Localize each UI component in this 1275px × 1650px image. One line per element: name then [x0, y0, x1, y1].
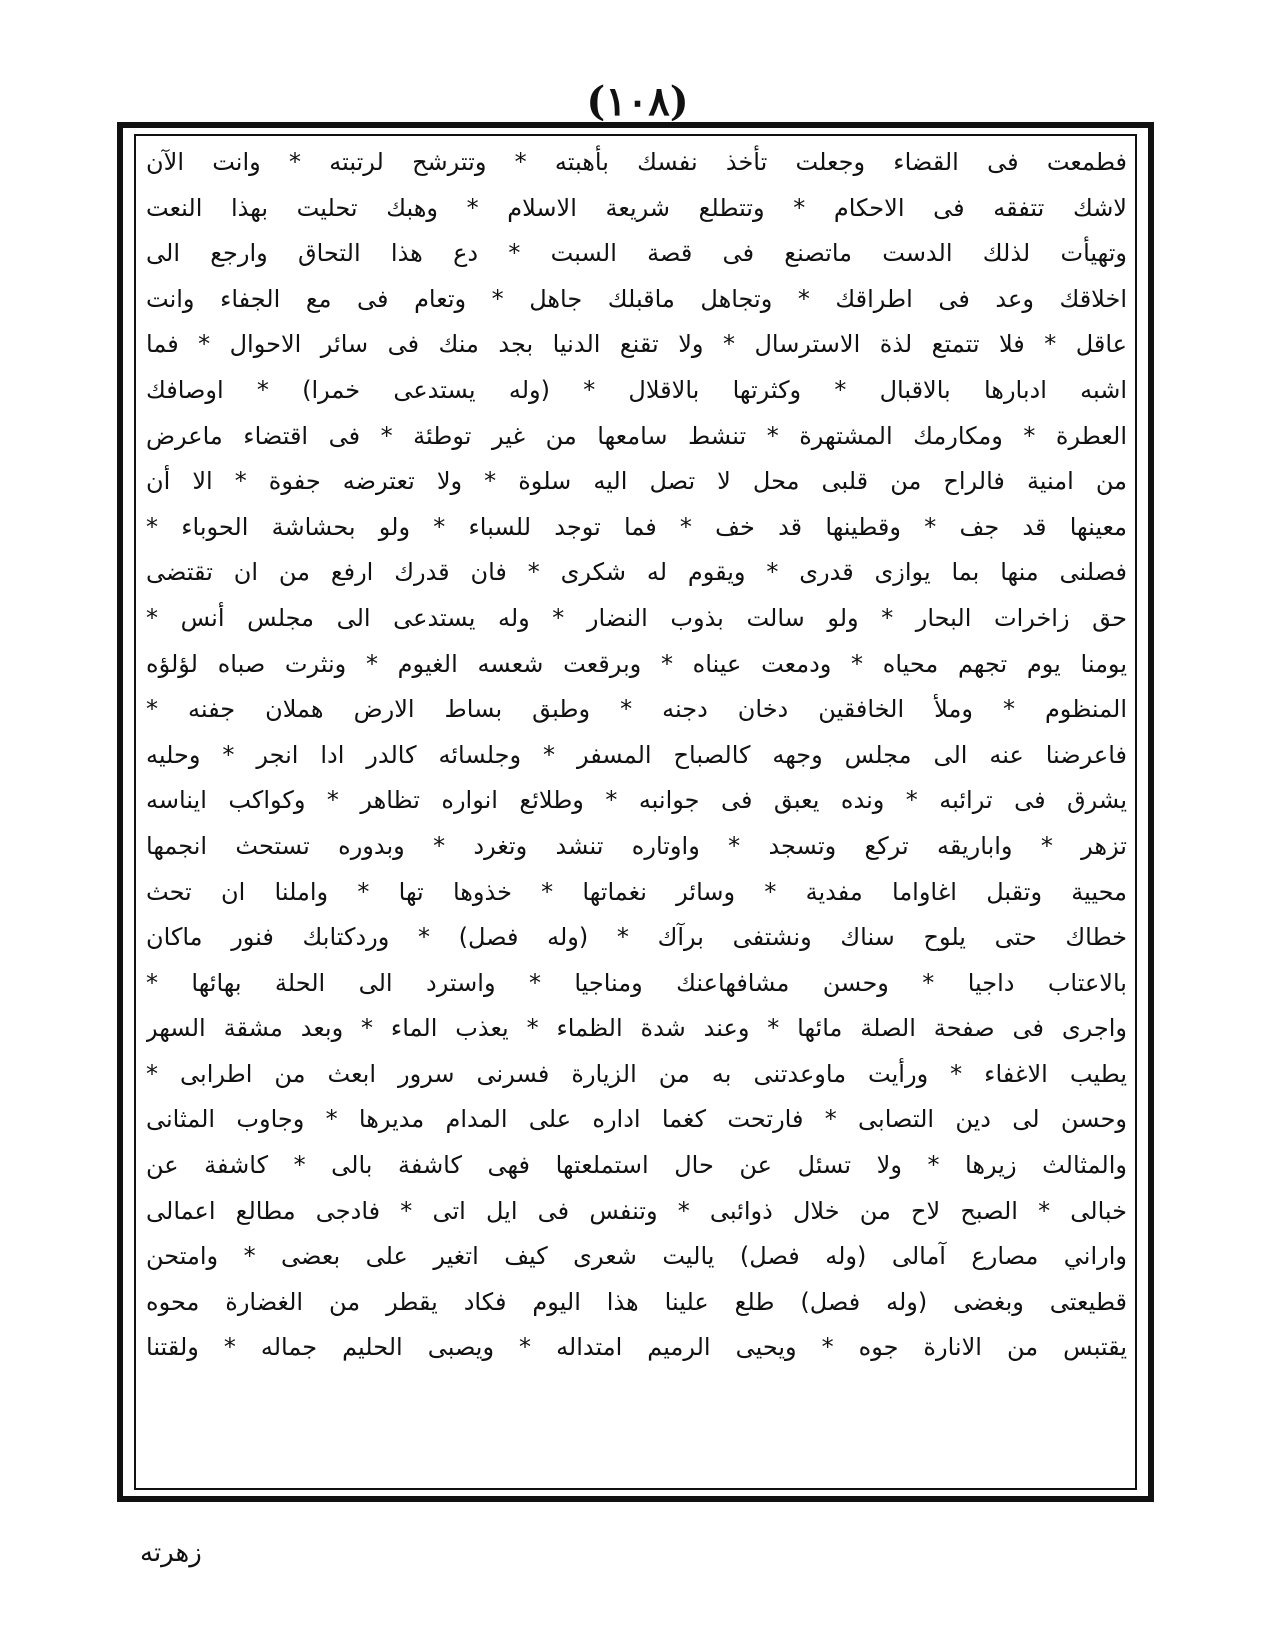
text-line-2: لاشك تتفقه فى الاحكام * وتتطلع شريعة الاسلام * وهبك تحليت بهذا النعت: [146, 193, 1127, 222]
text-line-23: والمثالث زيرها * ولا تسئل عن حال استملعتها فهى كاشفة بالى * كاشفة عن: [146, 1151, 1127, 1180]
text-line-22: وحسن لى دين التصابى * فارتحت كغما اداره على المدام مديرها * وجاوب المثانى: [146, 1105, 1127, 1134]
text-line-14: فاعرضنا عنه الى مجلس وجهه كالصباح المسفر * وجلسائه كالدر ادا انجر * وحليه: [146, 740, 1127, 769]
text-line-7: العطرة * ومكارمك المشتهرة * تنشط سامعها من غير توطئة * فى اقتضاء ماعرض: [146, 421, 1127, 450]
text-line-3: وتهيأت لذلك الدست ماتصنع فى قصة السبت * دع هذا التحاق وارجع الى: [146, 239, 1127, 268]
text-body: [146, 140, 1127, 1484]
text-line-21: يطيب الاغفاء * ورأيت ماوعدتنى به من الزيارة فسرنى سرور ابعث من اطرابى *: [146, 1059, 1127, 1088]
page-number: (١٠٨): [586, 78, 689, 125]
text-line-4: اخلاقك وعد فى اطراقك * وتجاهل ماقبلك جاهل * وتعام فى مع الجفاء وانت: [146, 284, 1127, 313]
text-line-9: معينها قد جف * وقطينها قد خف * فما توجد للسباء * ولو بحشاشة الحوباء *: [146, 512, 1127, 541]
text-line-6: اشبه ادبارها بالاقبال * وكثرتها بالاقلال * (وله يستدعى خمرا) * اوصافك: [146, 375, 1127, 404]
text-line-12: يومنا يوم تجهم محياه * ودمعت عيناه * وبرقعت شعسه الغيوم * ونثرت صباه لؤلؤه: [146, 649, 1127, 678]
text-line-24: خبالى * الصبح لاح من خلال ذوائبى * وتنفس فى ايل اتى * فادجى مطالع اعمالى: [146, 1196, 1127, 1225]
text-line-17: محيية وتقبل اغاواما مفدية * وسائر نغماتها * خذوها تها * واملنا ان تحث: [146, 877, 1127, 906]
text-line-15: يشرق فى ترائبه * ونده يعبق فى جوانبه * وطلائع انواره تظاهر * وكواكب ايناسه: [146, 786, 1127, 815]
text-line-20: واجرى فى صفحة الصلة مائها * وعند شدة الظماء * يعذب الماء * وبعد مشقة السهر: [146, 1014, 1127, 1043]
text-line-27: يقتبس من الانارة جوه * ويحيى الرميم امتداله * ويصبى الحليم جماله * ولقتنا: [146, 1333, 1127, 1362]
text-line-25: واراني مصارع آمالى (وله فصل) ياليت شعرى كيف اتغير على بعضى * وامتحن: [146, 1242, 1127, 1271]
text-line-8: من امنية فالراح من قلبى محل لا تصل اليه سلوة * ولا تعترضه جفوة * الا أن: [146, 467, 1127, 496]
text-line-16: تزهر * واباريقه تركع وتسجد * واوتاره تنشد وتغرد * وبدوره تستحث انجمها: [146, 831, 1127, 860]
text-line-26: قطيعتى وبغضى (وله فصل) طلع علينا هذا اليوم فكاد يقطر من الغضارة محوه: [146, 1287, 1127, 1316]
text-line-13: المنظوم * وملأ الخافقين دخان دجنه * وطبق بساط الارض هملان جفنه *: [146, 695, 1127, 724]
text-line-5: عاقل * فلا تتمتع لذة الاسترسال * ولا تقنع الدنيا بجد منك فى سائر الاحوال * فما: [146, 330, 1127, 359]
text-line-19: بالاعتاب داجيا * وحسن مشافهاعنك ومناجيا * واسترد الى الحلة بهائها *: [146, 968, 1127, 997]
text-line-10: فصلنى منها بما يوازى قدرى * ويقوم له شكرى * فان قدرك ارفع من ان تقتضى: [146, 558, 1127, 587]
text-line-11: حق زاخرات البحار * ولو سالت بذوب النضار * وله يستدعى الى مجلس أنس *: [146, 603, 1127, 632]
text-line-1: فطمعت فى القضاء وجعلت تأخذ نفسك بأهبته * وتترشح لرتبته * وانت الآن: [146, 148, 1127, 176]
catchword: زهرته: [140, 1538, 202, 1568]
text-line-18: خطاك حتى يلوح سناك ونشتفى برآك * (وله فصل) * وردكتابك فنور ماكان: [146, 923, 1127, 952]
